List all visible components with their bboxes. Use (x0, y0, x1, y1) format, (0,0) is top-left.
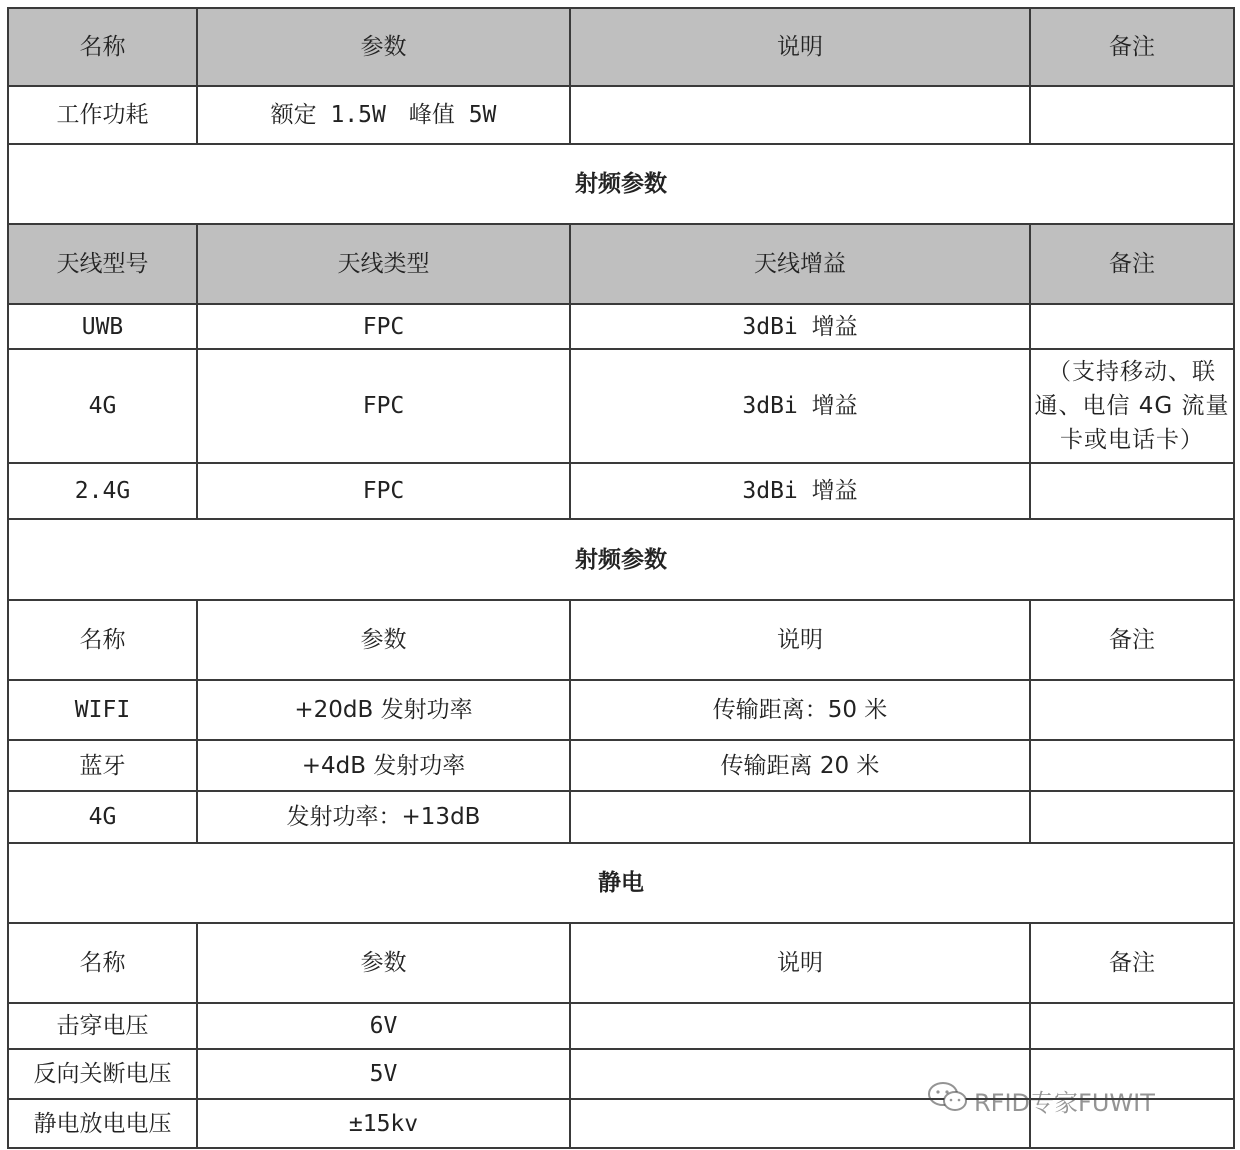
esd-param: ±15kv (197, 1099, 570, 1148)
header-rf-name: 名称 (8, 600, 197, 680)
header-esd-param: 参数 (197, 923, 570, 1003)
antenna-model: 4G (8, 349, 197, 463)
header-rf-desc: 说明 (570, 600, 1030, 680)
power-name: 工作功耗 (8, 86, 197, 144)
rf-param: +20dB 发射功率 (197, 680, 570, 740)
rf-param: +4dB 发射功率 (197, 740, 570, 791)
antenna-type: FPC (197, 349, 570, 463)
table-row (8, 740, 1234, 791)
antenna-header-row (8, 224, 1234, 304)
esd-desc (570, 1049, 1030, 1099)
header-esd-remark: 备注 (1030, 923, 1234, 1003)
header-esd-name: 名称 (8, 923, 197, 1003)
spec-table (7, 7, 1235, 1149)
section-row (8, 519, 1234, 600)
rf-remark (1030, 740, 1234, 791)
header-rf-remark: 备注 (1030, 600, 1234, 680)
esd-name: 反向关断电压 (8, 1049, 197, 1099)
rf-name: WIFI (8, 680, 197, 740)
section-row (8, 843, 1234, 923)
antenna-model: 2.4G (8, 463, 197, 519)
esd-header-row (8, 923, 1234, 1003)
section-row (8, 144, 1234, 224)
header-rf-param: 参数 (197, 600, 570, 680)
antenna-gain: 3dBi 增益 (570, 463, 1030, 519)
header-antenna-type: 天线类型 (197, 224, 570, 304)
esd-desc (570, 1099, 1030, 1148)
esd-param: 5V (197, 1049, 570, 1099)
section-title-rf1: 射频参数 (8, 144, 1234, 224)
table-row (8, 86, 1234, 144)
rf-name: 蓝牙 (8, 740, 197, 791)
rf-desc: 传输距离：50 米 (570, 680, 1030, 740)
esd-param: 6V (197, 1003, 570, 1049)
header-antenna-model: 天线型号 (8, 224, 197, 304)
power-param: 额定 1.5W 峰值 5W (197, 86, 570, 144)
section-title-rf2: 射频参数 (8, 519, 1234, 600)
rf-desc: 传输距离 20 米 (570, 740, 1030, 791)
esd-remark (1030, 1049, 1234, 1099)
table-row (8, 349, 1234, 463)
antenna-remark (1030, 304, 1234, 349)
table-row (8, 304, 1234, 349)
table-row (8, 791, 1234, 843)
table-header-row (8, 8, 1234, 86)
table-row (8, 1003, 1234, 1049)
antenna-type: FPC (197, 304, 570, 349)
table-row (8, 1049, 1234, 1099)
rf-desc (570, 791, 1030, 843)
header-remark: 备注 (1030, 8, 1234, 86)
antenna-model: UWB (8, 304, 197, 349)
rf-header-row (8, 600, 1234, 680)
esd-remark (1030, 1099, 1234, 1148)
antenna-type: FPC (197, 463, 570, 519)
header-esd-desc: 说明 (570, 923, 1030, 1003)
esd-desc (570, 1003, 1030, 1049)
rf-name: 4G (8, 791, 197, 843)
table-row (8, 1099, 1234, 1148)
esd-name: 静电放电电压 (8, 1099, 197, 1148)
rf-remark (1030, 791, 1234, 843)
header-name: 名称 (8, 8, 197, 86)
antenna-remark (1030, 463, 1234, 519)
esd-name: 击穿电压 (8, 1003, 197, 1049)
rf-param: 发射功率：+13dB (197, 791, 570, 843)
power-desc (570, 86, 1030, 144)
header-desc: 说明 (570, 8, 1030, 86)
power-remark (1030, 86, 1234, 144)
table-row (8, 463, 1234, 519)
antenna-gain: 3dBi 增益 (570, 304, 1030, 349)
section-title-esd: 静电 (8, 843, 1234, 923)
esd-remark (1030, 1003, 1234, 1049)
header-param: 参数 (197, 8, 570, 86)
table-row (8, 680, 1234, 740)
header-antenna-remark: 备注 (1030, 224, 1234, 304)
header-antenna-gain: 天线增益 (570, 224, 1030, 304)
rf-remark (1030, 680, 1234, 740)
watermark-text: RFID专家FUWIT (974, 1088, 1155, 1117)
antenna-remark: （支持移动、联通、电信 4G 流量卡或电话卡） (1030, 349, 1234, 463)
antenna-gain: 3dBi 增益 (570, 349, 1030, 463)
